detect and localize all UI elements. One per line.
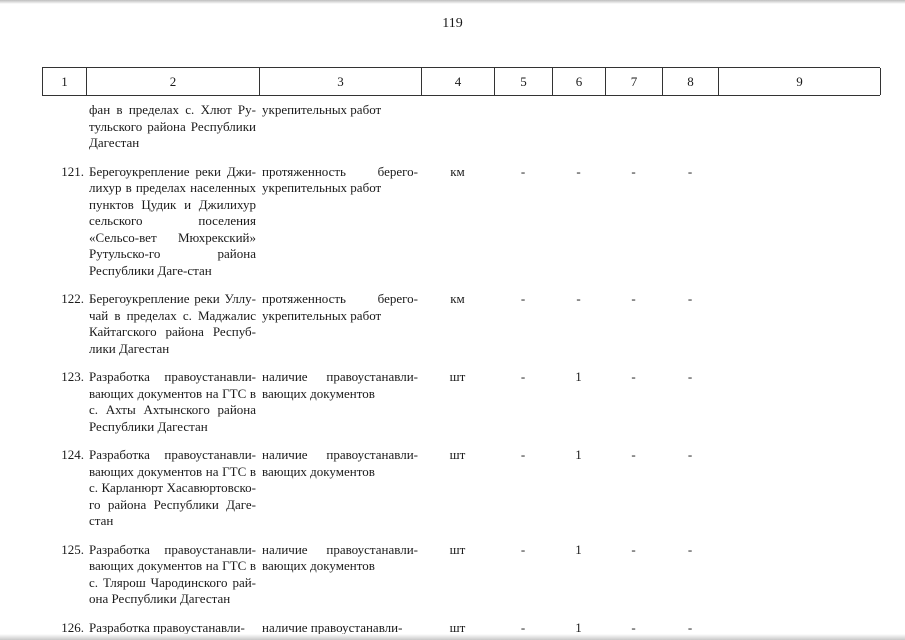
row-unit — [421, 102, 494, 152]
row-col7: - — [631, 291, 636, 306]
table-row — [42, 542, 880, 608]
row-col8 — [662, 102, 718, 152]
table-body — [42, 102, 880, 636]
table-row — [42, 164, 880, 280]
row-number: 124. — [61, 447, 84, 462]
column-header: 8 — [663, 68, 719, 95]
row-col8: - — [687, 369, 693, 384]
row-measure-name: Берегоукрепление реки Уллу-чай в пределах с. Маджалис Кайтагского района Респуб-лики Дагестан — [89, 291, 256, 356]
row-col8: - — [687, 291, 693, 306]
row-col6: 1 — [575, 619, 582, 635]
row-col5 — [494, 102, 552, 152]
row-col5: - — [520, 163, 526, 179]
row-indicator: протяженность берего-укрепительных работ — [262, 291, 418, 323]
row-col8: - — [687, 619, 693, 635]
row-col5: - — [520, 369, 526, 384]
row-unit: шт — [449, 447, 466, 462]
row-col5: - — [520, 541, 526, 557]
row-col8: - — [687, 447, 693, 462]
row-col6: 1 — [575, 447, 582, 462]
row-col8: - — [687, 541, 693, 557]
table-row — [42, 291, 880, 357]
column-header: 1 — [43, 68, 87, 95]
row-measure-name: Разработка правоустанавли- — [89, 619, 245, 635]
row-number — [42, 102, 86, 152]
row-col9 — [718, 542, 880, 608]
scan-edge-bottom — [0, 634, 905, 640]
row-col5: - — [520, 447, 526, 462]
column-header: 2 — [87, 68, 260, 95]
row-col6: - — [576, 291, 581, 306]
row-col7: - — [631, 619, 636, 635]
page-number: 119 — [442, 16, 463, 31]
row-col7: - — [631, 163, 636, 179]
row-unit: шт — [449, 619, 466, 635]
row-measure-name: Разработка правоустанавли-вающих документов на ГТС в с. Ахты Ахтынского района Республики Дагестан — [89, 369, 256, 434]
row-number: 126. — [61, 619, 84, 635]
row-measure-name: Берегоукрепление реки Джи-лихур в пределах населенных пунктов Цудик и Джилихур сельского поселения «Сельсо-вет Мюхрекский» Рутульско-го района Республики Даге-стан — [89, 163, 256, 278]
row-indicator: наличие правоустанавли-вающих документов — [262, 369, 418, 401]
table-header-row — [42, 68, 880, 96]
column-header: 3 — [260, 68, 422, 95]
row-col6: 1 — [575, 541, 582, 557]
row-number: 122. — [61, 291, 84, 306]
row-col7 — [605, 102, 662, 152]
row-col6 — [552, 102, 605, 152]
table-row — [42, 369, 880, 435]
row-indicator: наличие правоустанавли-вающих документов — [262, 447, 418, 479]
row-col6: 1 — [575, 369, 582, 384]
row-col9 — [718, 164, 880, 280]
row-number: 125. — [61, 541, 84, 557]
column-header: 9 — [719, 68, 881, 95]
column-header: 6 — [553, 68, 606, 95]
row-unit: шт — [449, 369, 466, 384]
row-col9 — [718, 447, 880, 530]
scan-edge-top — [0, 0, 905, 4]
column-header: 7 — [606, 68, 663, 95]
row-indicator: наличие правоустанавли- — [262, 619, 403, 635]
row-indicator: протяженность берего-укрепительных работ — [262, 163, 418, 195]
row-col7: - — [631, 541, 636, 557]
row-unit: шт — [449, 541, 466, 557]
row-col7: - — [631, 369, 636, 384]
table-row — [42, 447, 880, 530]
table-row — [42, 102, 880, 152]
row-measure-name: фан в пределах с. Хлют Ру-тульского района Республики Дагестан — [89, 102, 256, 150]
column-header: 4 — [422, 68, 495, 95]
row-measure-name: Разработка правоустанавли-вающих документов на ГТС в с. Карланюрт Хасавюртовско-го района Республики Даге-стан — [89, 447, 256, 528]
row-col9 — [718, 369, 880, 435]
row-col8: - — [687, 163, 693, 179]
column-header: 5 — [495, 68, 553, 95]
row-indicator: укрепительных работ — [262, 102, 382, 117]
row-number: 123. — [61, 369, 84, 384]
row-col9 — [718, 102, 880, 152]
row-col7: - — [631, 447, 636, 462]
data-table — [42, 67, 880, 636]
row-indicator: наличие правоустанавли-вающих документов — [262, 541, 418, 573]
row-unit: км — [450, 291, 465, 306]
row-col5: - — [520, 619, 526, 635]
row-number: 121. — [61, 163, 84, 179]
row-col9 — [718, 291, 880, 357]
row-unit: км — [450, 163, 465, 179]
row-col6: - — [576, 163, 581, 179]
row-col5: - — [520, 291, 526, 306]
row-measure-name: Разработка правоустанавли-вающих документов на ГТС в с. Тлярош Чародинского рай-она Республики Дагестан — [89, 541, 256, 606]
